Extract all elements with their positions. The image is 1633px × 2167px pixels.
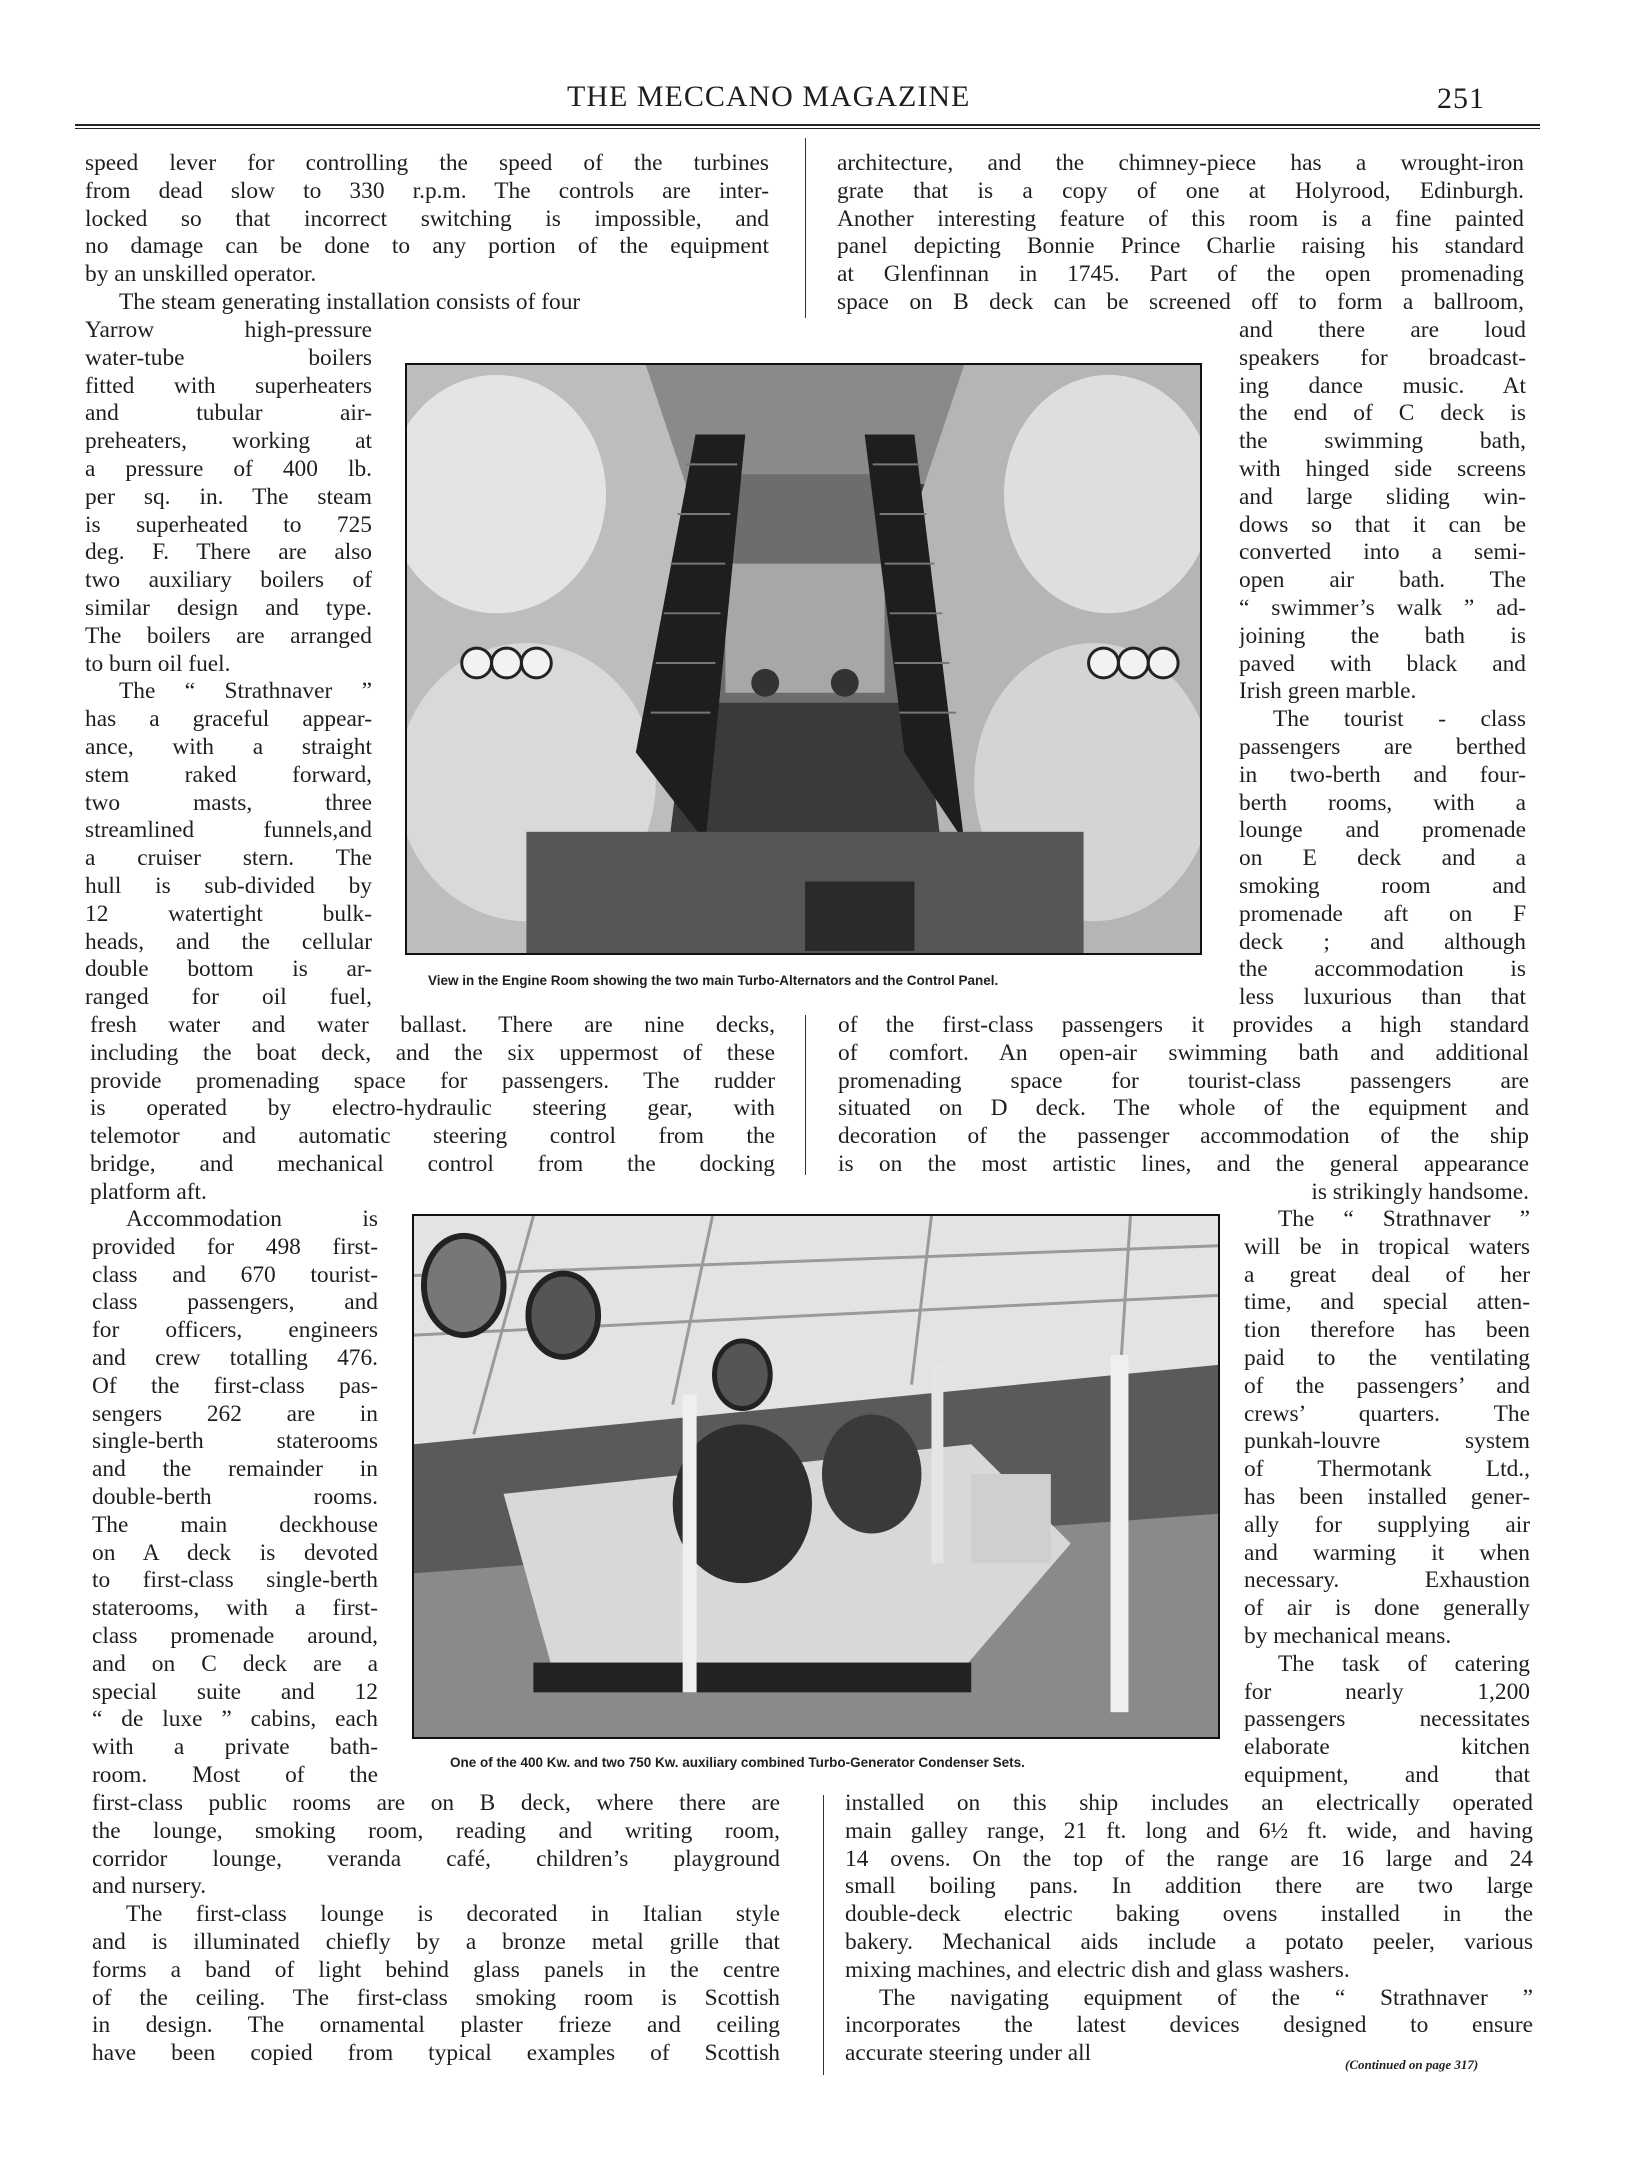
text-line: telemotor and automatic steering control from the	[90, 1123, 775, 1150]
text-line: double bottom is ar-	[85, 956, 372, 983]
text-line: single-berth staterooms	[92, 1428, 378, 1455]
header-rule	[75, 124, 1540, 126]
text-line: the lounge, smoking room, reading and writing room,	[92, 1817, 780, 1844]
text-line: The tourist - class	[1273, 706, 1526, 733]
text-line: grate that is a copy of one at Holyrood, Edinburgh.	[837, 177, 1524, 204]
text-line: 14 ovens. On the top of the range are 16 large and 24	[845, 1845, 1533, 1872]
text-line: to burn oil fuel.	[85, 650, 231, 677]
header-rule-thin	[75, 128, 1540, 129]
text-block-bottom-right	[845, 1790, 1533, 2068]
text-line: similar design and type.	[85, 594, 372, 621]
text-line: and on C deck are a	[92, 1650, 378, 1677]
text-line: deg. F. There are also	[85, 539, 372, 566]
text-line: double-deck electric baking ovens installed in the	[845, 1901, 1533, 1928]
text-line: bakery. Mechanical aids include a potato peeler, various	[845, 1928, 1533, 1955]
text-line: and tubular air-	[85, 400, 372, 427]
generator-photo	[412, 1214, 1220, 1739]
text-line: paved with black and	[1239, 650, 1526, 677]
text-line: staterooms, with a first-	[92, 1595, 378, 1622]
text-line: time, and special atten-	[1244, 1289, 1530, 1316]
text-line: class passengers, and	[92, 1289, 378, 1316]
text-line: on A deck is devoted	[92, 1539, 378, 1566]
text-line: a pressure of 400 lb.	[85, 455, 372, 482]
text-line: by an unskilled operator.	[85, 261, 317, 288]
text-line: preheaters, working at	[85, 428, 372, 455]
text-line: promenading space for tourist-class passengers are	[838, 1067, 1529, 1094]
text-line: situated on D deck. The whole of the equipment and	[838, 1095, 1529, 1122]
text-line: The steam generating installation consists of four	[119, 288, 581, 315]
text-line: dows so that it can be	[1239, 511, 1526, 538]
text-line: water-tube boilers	[85, 344, 372, 371]
text-line: ally for supplying air	[1244, 1511, 1530, 1538]
text-line: to first-class single-berth	[92, 1567, 378, 1594]
text-line: a cruiser stern. The	[85, 845, 372, 872]
text-line: deck ; and although	[1239, 928, 1526, 955]
text-line: special suite and 12	[92, 1678, 378, 1705]
text-line: double-berth rooms.	[92, 1483, 378, 1510]
text-line: panel depicting Bonnie Prince Charlie raising his standard	[837, 233, 1524, 260]
text-line: speed lever for controlling the speed of the turbines	[85, 150, 769, 176]
text-line: equipment, and that	[1244, 1761, 1530, 1788]
text-line: a great deal of her	[1244, 1261, 1530, 1288]
text-block-right-narrow-1	[1239, 317, 1526, 1012]
text-line: and the remainder in	[92, 1456, 378, 1483]
text-line: with hinged side screens	[1239, 455, 1526, 482]
text-line: The main deckhouse	[92, 1511, 378, 1538]
text-line: per sq. in. The steam	[85, 483, 372, 510]
text-line: no damage can be done to any portion of the equipment	[85, 233, 769, 260]
text-line: The “ Strathnaver ”	[1278, 1206, 1530, 1232]
text-line: for nearly 1,200	[1244, 1678, 1530, 1705]
text-line: lounge and promenade	[1239, 817, 1526, 844]
text-line: is superheated to 725	[85, 511, 372, 538]
text-line: is strikingly handsome.	[1311, 1178, 1529, 1205]
text-line: The “ Strathnaver ”	[119, 678, 372, 705]
text-line: locked so that incorrect switching is impossible, and	[85, 205, 769, 232]
text-line: first-class public rooms are on B deck, where there are	[92, 1790, 780, 1816]
text-line: accurate steering under all	[845, 2040, 1092, 2067]
text-line: provided for 498 first-	[92, 1233, 378, 1260]
column-rule-middle	[805, 1015, 806, 1175]
text-line: for officers, engineers	[92, 1317, 378, 1344]
text-block-mid-left	[90, 1012, 775, 1207]
text-line: has been installed gener-	[1244, 1483, 1530, 1510]
text-line: promenade aft on F	[1239, 900, 1526, 927]
text-line: paid to the ventilating	[1244, 1344, 1530, 1371]
text-line: smoking room and	[1239, 872, 1526, 899]
text-line: sengers 262 are in	[92, 1400, 378, 1427]
text-line: of the passengers’ and	[1244, 1372, 1530, 1399]
text-line: Accommodation is	[126, 1206, 378, 1232]
text-line: joining the bath is	[1239, 622, 1526, 649]
text-line: provide promenading space for passengers. The rudder	[90, 1067, 775, 1094]
text-line: elaborate kitchen	[1244, 1734, 1530, 1761]
text-block-top-left	[85, 150, 769, 317]
engine-room-photo	[405, 363, 1202, 955]
text-line: “ swimmer’s walk ” ad-	[1239, 594, 1526, 621]
text-block-top-right	[837, 150, 1524, 317]
text-line: class promenade around,	[92, 1622, 378, 1649]
text-line: of Thermotank Ltd.,	[1244, 1456, 1530, 1483]
text-line: at Glenfinnan in 1745. Part of the open promenading	[837, 261, 1524, 288]
text-line: Of the first-class pas-	[92, 1372, 378, 1399]
text-line: less luxurious than that	[1239, 984, 1526, 1011]
text-line: and warming it when	[1244, 1539, 1530, 1566]
text-line: the accommodation is	[1239, 956, 1526, 983]
text-line: heads, and the cellular	[85, 928, 372, 955]
text-line: open air bath. The	[1239, 567, 1526, 594]
engine-room-illustration	[407, 365, 1200, 953]
magazine-title: THE MECCANO MAGAZINE	[567, 80, 971, 113]
text-line: passengers are berthed	[1239, 733, 1526, 760]
column-rule-bottom	[823, 1795, 824, 2075]
text-line: speakers for broadcast-	[1239, 344, 1526, 371]
text-line: corridor lounge, veranda café, children’s playground	[92, 1845, 780, 1872]
text-line: Irish green marble.	[1239, 678, 1417, 705]
text-line: and nursery.	[92, 1873, 207, 1900]
text-line: ranged for oil fuel,	[85, 984, 372, 1011]
text-line: The navigating equipment of the “ Strathnaver ”	[879, 1984, 1533, 2011]
text-line: The first-class lounge is decorated in Italian style	[126, 1901, 780, 1928]
text-line: Yarrow high-pressure	[85, 317, 372, 343]
text-line: berth rooms, with a	[1239, 789, 1526, 816]
text-line: of the first-class passengers it provides a high standard	[838, 1012, 1529, 1038]
generator-illustration	[414, 1216, 1218, 1737]
text-line: main galley range, 21 ft. long and 6½ ft. wide, and having	[845, 1817, 1533, 1844]
text-line: hull is sub-divided by	[85, 872, 372, 899]
text-line: fitted with superheaters	[85, 372, 372, 399]
text-line: space on B deck can be screened off to form a ballroom,	[837, 288, 1524, 315]
text-line: forms a band of light behind glass panels in the centre	[92, 1956, 780, 1983]
text-line: installed on this ship includes an electrically operated	[845, 1790, 1533, 1816]
text-line: two auxiliary boilers of	[85, 567, 372, 594]
text-line: architecture, and the chimney-piece has a wrought-iron	[837, 150, 1524, 176]
text-line: “ de luxe ” cabins, each	[92, 1706, 378, 1733]
text-line: ance, with a straight	[85, 733, 372, 760]
text-line: with a private bath-	[92, 1734, 378, 1761]
text-line: from dead slow to 330 r.p.m. The controls are inter-	[85, 177, 769, 204]
text-line: the swimming bath,	[1239, 428, 1526, 455]
text-line: by mechanical means.	[1244, 1622, 1452, 1649]
text-line: class and 670 tourist-	[92, 1261, 378, 1288]
text-line: necessary. Exhaustion	[1244, 1567, 1530, 1594]
text-line: has a graceful appear-	[85, 706, 372, 733]
text-line: have been copied from typical examples of Scottish	[92, 2040, 780, 2067]
text-line: crews’ quarters. The	[1244, 1400, 1530, 1427]
page-number: 251	[1437, 82, 1485, 115]
text-line: Another interesting feature of this room is a fine painted	[837, 205, 1524, 232]
generator-caption: One of the 400 Kw. and two 750 Kw. auxiliary combined Turbo-Generator Condenser Sets.	[450, 1755, 1025, 1770]
text-line: on E deck and a	[1239, 845, 1526, 872]
text-block-right-narrow-2	[1244, 1206, 1530, 1790]
text-line: passengers necessitates	[1244, 1706, 1530, 1733]
engine-room-caption: View in the Engine Room showing the two main Turbo-Alternators and the Control Panel.	[428, 973, 999, 988]
text-line: in design. The ornamental plaster frieze and ceiling	[92, 2012, 780, 2039]
text-line: and crew totalling 476.	[92, 1344, 378, 1371]
text-line: converted into a semi-	[1239, 539, 1526, 566]
text-line: and is illuminated chiefly by a bronze metal grille that	[92, 1928, 780, 1955]
text-line: mixing machines, and electric dish and glass washers.	[845, 1956, 1350, 1983]
text-line: tion therefore has been	[1244, 1317, 1530, 1344]
text-line: is operated by electro-hydraulic steering gear, with	[90, 1095, 775, 1122]
text-line: the end of C deck is	[1239, 400, 1526, 427]
text-line: platform aft.	[90, 1178, 207, 1205]
text-line: bridge, and mechanical control from the docking	[90, 1150, 775, 1177]
text-line: in two-berth and four-	[1239, 761, 1526, 788]
text-line: punkah-louvre system	[1244, 1428, 1530, 1455]
text-line: small boiling pans. In addition there are two large	[845, 1873, 1533, 1900]
text-line: of the ceiling. The first-class smoking room is Scottish	[92, 1984, 780, 2011]
column-rule-top	[805, 138, 806, 318]
text-line: two masts, three	[85, 789, 372, 816]
text-line: and there are loud	[1239, 317, 1526, 343]
text-line: and large sliding win-	[1239, 483, 1526, 510]
text-line: room. Most of the	[92, 1761, 378, 1788]
text-line: decoration of the passenger accommodation of the ship	[838, 1123, 1529, 1150]
text-line: 12 watertight bulk-	[85, 900, 372, 927]
text-line: fresh water and water ballast. There are nine decks,	[90, 1012, 775, 1038]
text-block-bottom-left	[92, 1790, 780, 2068]
text-line: ing dance music. At	[1239, 372, 1526, 399]
text-line: is on the most artistic lines, and the general appearance	[838, 1150, 1529, 1177]
text-line: will be in tropical waters	[1244, 1233, 1530, 1260]
continued-note: (Continued on page 317)	[1345, 2057, 1479, 2072]
text-block-left-narrow-1	[85, 317, 372, 1012]
text-line: of comfort. An open-air swimming bath and additional	[838, 1039, 1529, 1066]
text-line: streamlined funnels,and	[85, 817, 372, 844]
text-line: The boilers are arranged	[85, 622, 372, 649]
text-block-mid-right	[838, 1012, 1529, 1207]
text-line: incorporates the latest devices designed to ensure	[845, 2012, 1533, 2039]
text-block-left-narrow-2	[92, 1206, 378, 1790]
text-line: The task of catering	[1278, 1650, 1530, 1677]
text-line: of air is done generally	[1244, 1595, 1530, 1622]
text-line: including the boat deck, and the six uppermost of these	[90, 1039, 775, 1066]
text-line: stem raked forward,	[85, 761, 372, 788]
